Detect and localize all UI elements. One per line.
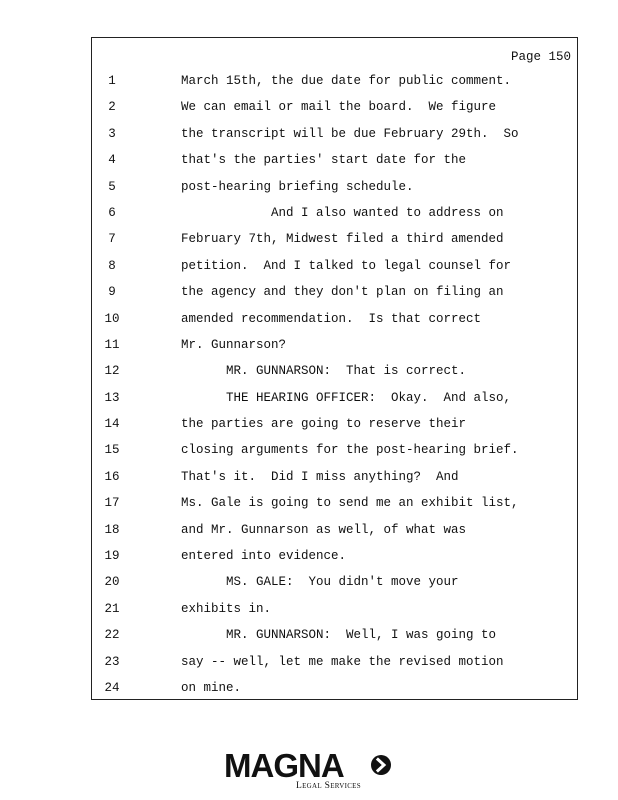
line-text: That's it. Did I miss anything? And (181, 469, 459, 484)
line-text: say -- well, let me make the revised motion (181, 654, 504, 669)
line-text: March 15th, the due date for public comment. (181, 74, 512, 88)
line-text: February 7th, Midwest filed a third amended (181, 232, 504, 247)
transcript-line (92, 226, 577, 252)
transcript-page (91, 37, 578, 700)
line-number: 24 (104, 680, 120, 695)
line-text: the transcript will be due February 29th. So (181, 126, 519, 141)
transcript-line (92, 306, 577, 332)
transcript-line (92, 174, 577, 200)
line-text: the agency and they don't plan on filing an (181, 285, 504, 300)
transcript-line (92, 279, 577, 305)
line-number: 9 (108, 285, 116, 300)
line-number: 5 (108, 179, 116, 194)
transcript-line (92, 464, 577, 490)
line-number: 1 (108, 74, 116, 88)
line-text: and Mr. Gunnarson as well, of what was (181, 522, 467, 537)
line-text: the parties are going to reserve their (181, 417, 467, 432)
line-text: on mine. (181, 680, 242, 695)
line-text: Mr. Gunnarson? (181, 337, 287, 352)
line-text: entered into evidence. (181, 549, 347, 564)
line-text: Ms. Gale is going to send me an exhibit list, (181, 496, 519, 511)
line-number: 10 (104, 311, 120, 326)
transcript-line (92, 411, 577, 437)
line-text: MR. GUNNARSON: Well, I was going to (181, 628, 497, 643)
line-number: 17 (104, 496, 120, 511)
line-number: 14 (104, 417, 120, 432)
line-number: 15 (104, 443, 120, 458)
line-number: 11 (104, 337, 120, 352)
transcript-line (92, 622, 577, 648)
transcript-line (92, 332, 577, 358)
line-text: MS. GALE: You didn't move your (181, 575, 459, 590)
line-number: 3 (108, 126, 116, 141)
transcript-line (92, 675, 577, 701)
transcript-line (92, 385, 577, 411)
line-number: 7 (108, 232, 116, 247)
chevron-circle-icon (370, 754, 392, 776)
transcript-line (92, 68, 577, 94)
transcript-line (92, 200, 577, 226)
line-text: petition. And I talked to legal counsel for (181, 258, 512, 273)
line-text: closing arguments for the post-hearing brief. (181, 443, 519, 458)
transcript-line (92, 649, 577, 675)
line-number: 18 (104, 522, 120, 537)
line-text: that's the parties' start date for the (181, 153, 467, 168)
transcript-line (92, 94, 577, 120)
line-number: 19 (104, 549, 120, 564)
line-number: 2 (108, 100, 116, 115)
line-text: MR. GUNNARSON: That is correct. (181, 364, 467, 379)
line-text: amended recommendation. Is that correct (181, 311, 482, 326)
line-text: exhibits in. (181, 601, 272, 616)
line-number: 6 (108, 205, 116, 220)
line-number: 16 (104, 469, 120, 484)
line-number: 4 (108, 153, 116, 168)
transcript-line (92, 569, 577, 595)
transcript-lines (92, 68, 577, 701)
line-number: 12 (104, 364, 120, 379)
transcript-line (92, 543, 577, 569)
line-number: 8 (108, 258, 116, 273)
line-number: 21 (104, 601, 120, 616)
page-number: Page 150 (510, 50, 571, 64)
magna-logo (224, 748, 396, 792)
logo-subtitle: Legal Services (296, 781, 361, 791)
logo-word: MAGNA (224, 747, 344, 784)
transcript-line (92, 358, 577, 384)
line-number: 23 (104, 654, 120, 669)
transcript-line (92, 596, 577, 622)
transcript-line (92, 517, 577, 543)
transcript-line (92, 437, 577, 463)
line-number: 20 (104, 575, 120, 590)
transcript-line (92, 253, 577, 279)
line-text: THE HEARING OFFICER: Okay. And also, (181, 390, 512, 405)
transcript-line (92, 490, 577, 516)
transcript-line (92, 121, 577, 147)
line-text: post-hearing briefing schedule. (181, 179, 414, 194)
line-text: And I also wanted to address on (181, 205, 504, 220)
line-number: 13 (104, 390, 120, 405)
line-text: We can email or mail the board. We figure (181, 100, 497, 115)
transcript-line (92, 147, 577, 173)
line-number: 22 (104, 628, 120, 643)
